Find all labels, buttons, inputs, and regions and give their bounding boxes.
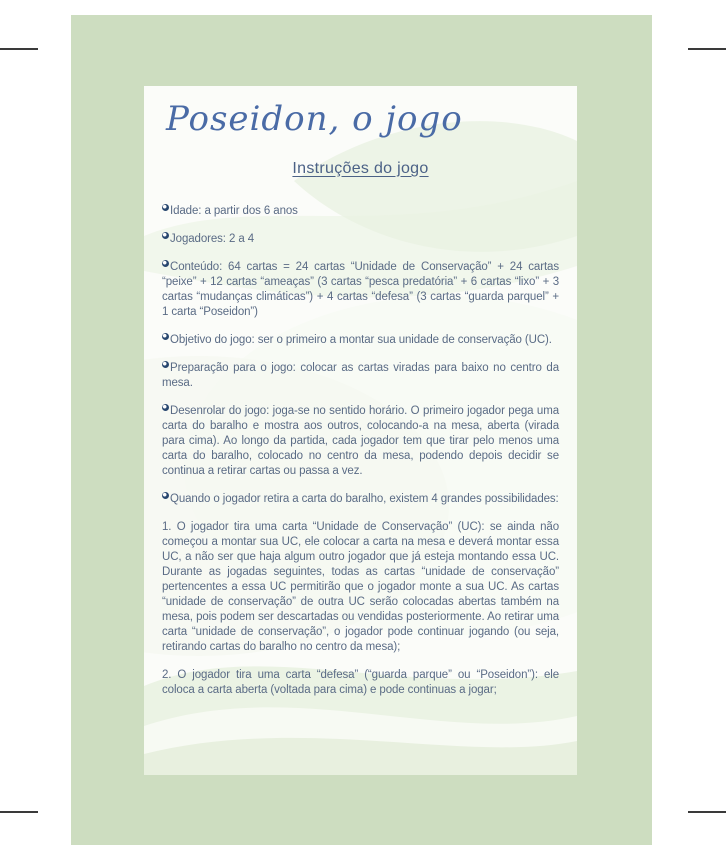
crop-mark-top-left [0,48,38,50]
paragraph-regra-1 [162,520,559,655]
bullet-target-icon [162,333,169,340]
paragraph-text: Objetivo do jogo: ser o primeiro a montar sua unidade de conservação (UC). [170,333,552,346]
green-cover-background [71,15,652,845]
page-title: Poseidon, o jogo [166,99,463,139]
paragraph-possibilidades [162,492,559,507]
instructions-text [162,204,559,698]
paragraph-text: Jogadores: 2 a 4 [170,232,255,245]
paragraph-text: Desenrolar do jogo: joga-se no sentido horário. O primeiro jogador pega uma carta do baralho e mostra aos outros, colocando-a na mesa, aberta (virada para cima). Ao longo da partida, cada jogador tem que tirar pelo menos uma carta do baralho, colocado no centro da mesa, podendo depois decidir se continua a retirar cartas ou passa a vez. [162,404,559,477]
bullet-target-icon [162,204,169,211]
section-heading: Instruções do jogo [292,159,429,177]
paragraph-text: Preparação para o jogo: colocar as cartas viradas para baixo no centro da mesa. [162,361,559,389]
bullet-target-icon [162,404,169,411]
paragraph-text: Idade: a partir dos 6 anos [170,204,298,217]
crop-mark-bottom-left [0,811,38,813]
crop-mark-top-right [688,48,726,50]
paragraph-conteudo [162,260,559,320]
bullet-target-icon [162,260,169,267]
bullet-target-icon [162,232,169,239]
paragraph-desenrolar [162,404,559,479]
paragraph-preparacao [162,361,559,391]
paragraph-text: Quando o jogador retira a carta do baralho, existem 4 grandes possibilidades: [170,492,559,505]
instructions-sheet [144,86,577,775]
paragraph-objetivo [162,333,559,348]
crop-mark-bottom-right [688,811,726,813]
paragraph-text: 2. O jogador tira uma carta “defesa” (“guarda parque” ou “Poseidon”): ele coloca a carta aberta (voltada para cima) e pode continuas a jogar; [162,668,559,696]
paragraph-text: 1. O jogador tira uma carta “Unidade de Conservação” (UC): se ainda não começou a montar sua UC, ele colocar a carta na mesa e deverá montar essa UC, a não ser que haja algum outro jogador que já esteja montando essa UC. Durante as jogadas seguintes, todas as cartas “unidade de conservação” pertencentes a essa UC permitirão que o jogador monte a sua UC. As cartas “unidade de conservação” de outra UC serão colocadas abertas também na mesa, pois podem ser descartadas ou vendidas posteriormente. Ao retirar uma carta “unidade de conservação”, o jogador pode continuar jogando (ou seja, retirando cartas do baralho no centro da mesa); [162,520,559,653]
paragraph-text: Conteúdo: 64 cartas = 24 cartas “Unidade de Conservação” + 24 cartas “peixe” + 12 cartas “ameaças” (3 cartas “pesca predatória” + 6 cartas “lixo” + 3 cartas “mudanças climáticas”) + 4 cartas “defesa” (3 cartas “guarda parquel” + 1 carta “Poseidon”) [162,260,559,318]
bullet-target-icon [162,492,169,499]
paragraph-jogadores [162,232,559,247]
bullet-target-icon [162,361,169,368]
paragraph-regra-2 [162,668,559,698]
paragraph-idade [162,204,559,219]
